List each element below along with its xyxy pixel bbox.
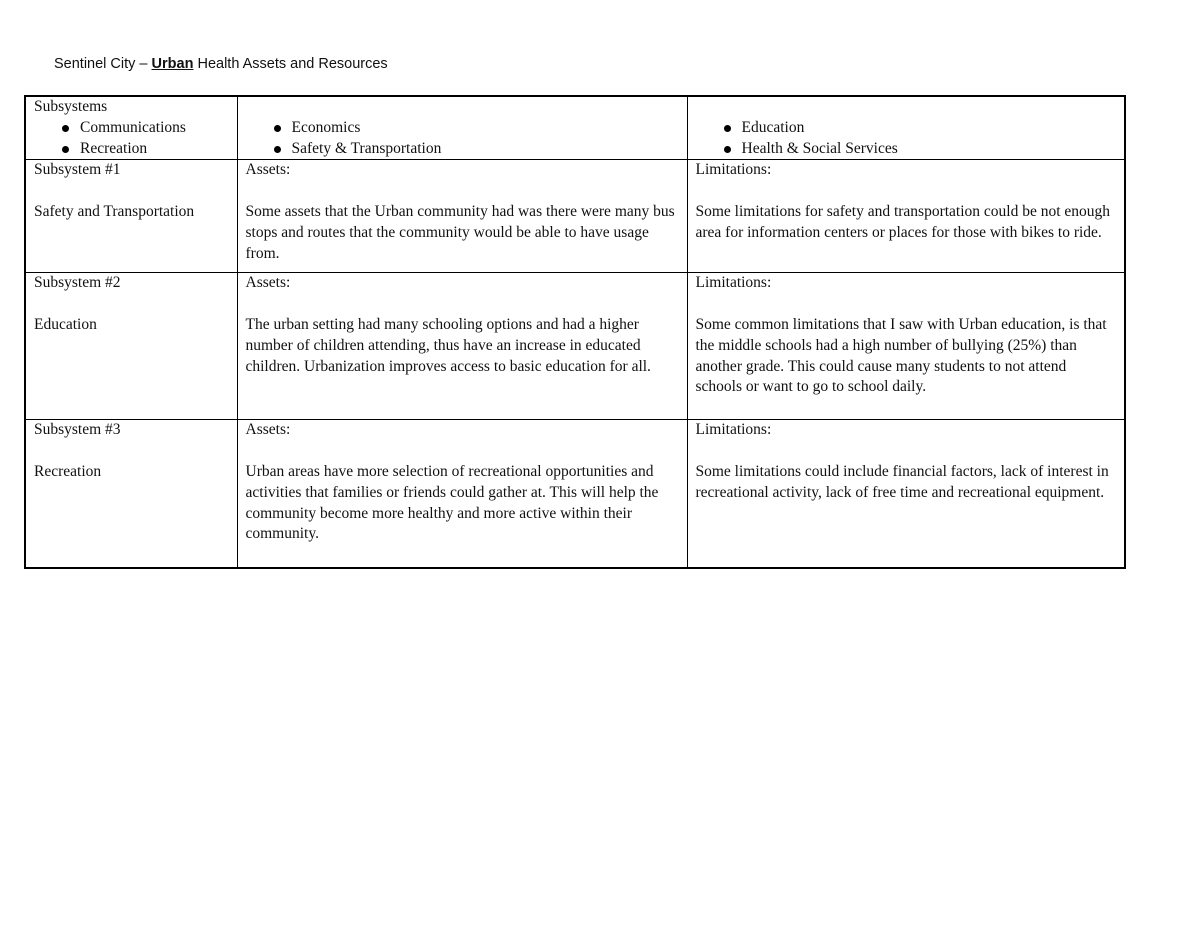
assets-resources-table	[24, 95, 1126, 569]
title-suffix: Health Assets and Resources	[193, 56, 388, 72]
table-row	[25, 160, 1125, 273]
subsystems-list-2	[246, 118, 679, 160]
bullet-icon	[724, 125, 731, 132]
list-item: Health & Social Services	[696, 139, 1117, 160]
subsystem-cell	[25, 273, 237, 420]
document-title	[54, 56, 388, 72]
bullet-icon	[62, 125, 69, 132]
subsystems-cell-2	[237, 96, 687, 160]
limitations-cell	[687, 160, 1125, 273]
limitations-text: Some limitations could include financial factors, lack of interest in recreational activity, lack of free time and recreational equipment.	[695, 462, 1109, 501]
list-item: Recreation	[34, 139, 229, 160]
list-item: Economics	[246, 118, 679, 139]
assets-label: Assets:	[245, 274, 291, 292]
subsystem-name: Education	[34, 315, 97, 333]
assets-label: Assets:	[245, 421, 291, 439]
assets-cell	[237, 420, 687, 569]
table-row	[25, 420, 1125, 569]
assets-label: Assets:	[245, 161, 291, 179]
limitations-label: Limitations:	[695, 161, 772, 179]
subsystem-name: Safety and Transportation	[34, 202, 195, 220]
table-row	[25, 273, 1125, 420]
bullet-icon	[62, 146, 69, 153]
list-item: Communications	[34, 118, 229, 139]
subsystem-name: Recreation	[34, 462, 102, 480]
subsystem-label: Subsystem #3	[34, 421, 121, 439]
subsystem-label: Subsystem #2	[34, 274, 121, 292]
bullet-icon	[274, 125, 281, 132]
subsystems-label: Subsystems	[34, 98, 108, 115]
bullet-icon	[724, 146, 731, 153]
limitations-cell	[687, 273, 1125, 420]
subsystems-cell-1	[25, 96, 237, 160]
limitations-cell	[687, 420, 1125, 569]
assets-cell	[237, 273, 687, 420]
subsystem-cell	[25, 160, 237, 273]
limitations-label: Limitations:	[695, 421, 772, 439]
subsystems-list-3	[696, 118, 1117, 160]
limitations-text: Some limitations for safety and transportation could be not enough area for information centers or places for those with bikes to ride.	[695, 202, 1111, 241]
subsystems-header-row	[25, 96, 1125, 160]
subsystem-cell	[25, 420, 237, 569]
assets-cell	[237, 160, 687, 273]
bullet-icon	[274, 146, 281, 153]
assets-text: Some assets that the Urban community had was there were many bus stops and routes that the community would be able to have usage from.	[245, 202, 675, 262]
title-emphasis: Urban	[151, 56, 194, 72]
list-item: Education	[696, 118, 1117, 139]
assets-text: Urban areas have more selection of recreational opportunities and activities that families or friends could gather at. This will help the community become more healthy and more active within their community.	[245, 462, 659, 543]
list-item: Safety & Transportation	[246, 139, 679, 160]
subsystems-cell-3	[687, 96, 1125, 160]
title-prefix: Sentinel City –	[54, 56, 152, 72]
assets-text: The urban setting had many schooling options and had a higher number of children attending, thus have an increase in educated children. Urbanization improves access to basic education for all.	[245, 315, 651, 375]
subsystems-list-1	[34, 118, 229, 160]
limitations-label: Limitations:	[695, 274, 772, 292]
limitations-text: Some common limitations that I saw with Urban education, is that the middle schools had a high number of bullying (25%) than another grade. This could cause many students to not attend schools or want to go to school daily.	[695, 315, 1107, 396]
subsystem-label: Subsystem #1	[34, 161, 121, 179]
